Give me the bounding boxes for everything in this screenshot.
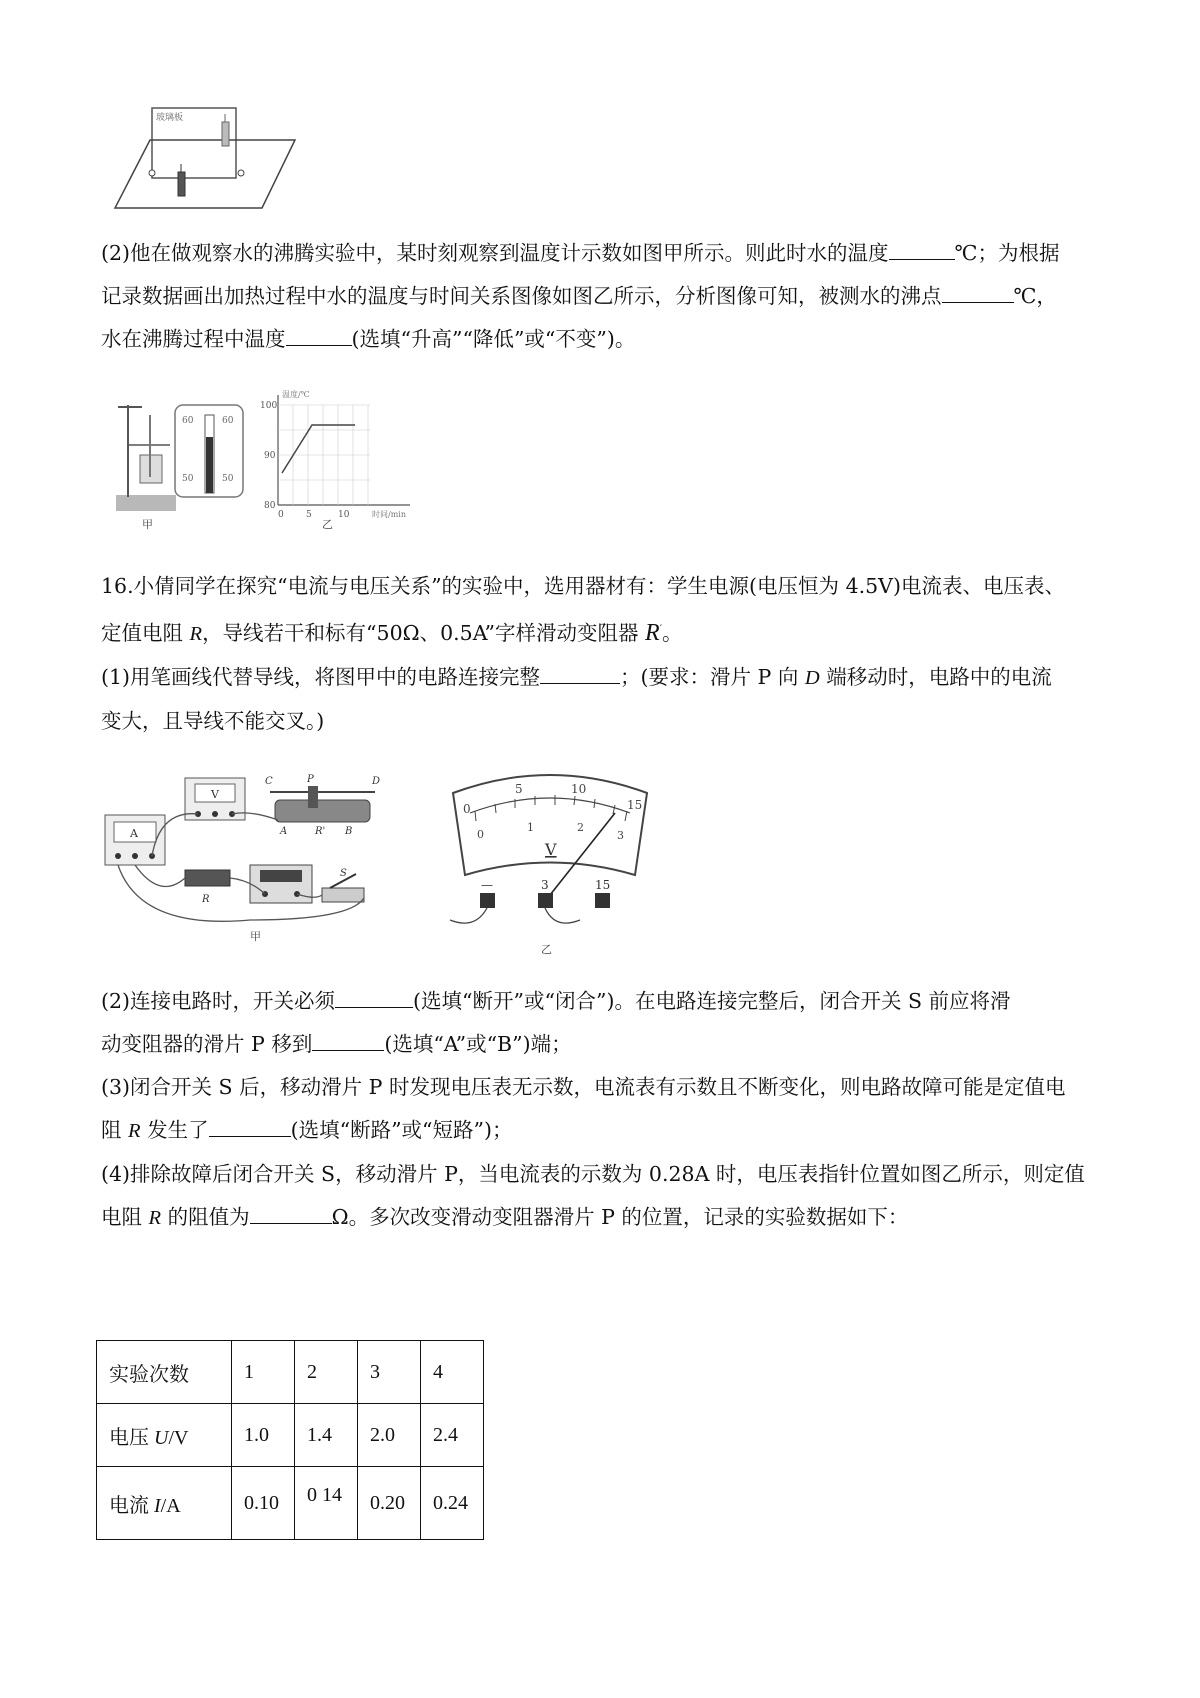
answer-blank-switch[interactable]: [335, 987, 413, 1008]
q16-stem: 16.小倩同学在探究“电流与电压关系”的实验中，选用器材有：学生电源(电压恒为 4.5V)电流表、电压表、 定值电阻 R，导线若干和标有“50Ω、0.5A”字样滑动变阻器 R′。 (1)用笔画线代替导线，将图甲中的电路连接完整 ；(要求：滑片 P 向 D 端移动时，电路中的电流 变大，且导线不能交叉。): [101, 574, 1065, 733]
svg-text:V: V: [545, 840, 557, 859]
table-row: [97, 1404, 484, 1467]
svg-text:50: 50: [222, 474, 234, 484]
svg-text:A: A: [130, 827, 138, 840]
svg-text:0: 0: [278, 510, 284, 520]
graph-ylabel: 温度/℃: [282, 390, 310, 399]
answer-blank-resistance[interactable]: [250, 1203, 332, 1224]
svg-text:S: S: [340, 868, 347, 879]
svg-text:P: P: [307, 774, 314, 785]
table-cell: 3: [358, 1341, 421, 1404]
svg-text:10: 10: [571, 782, 587, 796]
svg-text:2: 2: [577, 821, 584, 834]
voltmeter-dial-figure: [445, 765, 665, 960]
stand-apparatus: [116, 405, 176, 531]
svg-text:V: V: [211, 788, 219, 801]
answer-blank-temperature[interactable]: [889, 239, 955, 260]
label-jia: 甲: [142, 518, 153, 531]
fixed-resistor: [185, 870, 230, 905]
svg-text:80: 80: [264, 501, 276, 511]
table-cell: 0.10: [232, 1467, 295, 1540]
thermometer-zoom: [175, 405, 243, 497]
svg-text:5: 5: [515, 782, 523, 796]
label-yi-dial: 乙: [541, 943, 552, 956]
answer-blank-slider-end[interactable]: [312, 1030, 384, 1051]
power-supply: [250, 865, 312, 903]
answer-blank-temp-change[interactable]: [286, 325, 352, 346]
table-cell: 2.4: [421, 1404, 484, 1467]
svg-text:3: 3: [541, 878, 549, 892]
svg-text:60: 60: [222, 416, 234, 426]
svg-text:60: 60: [182, 416, 194, 426]
svg-text:90: 90: [264, 451, 276, 461]
svg-text:C: C: [265, 776, 273, 787]
data-table: [96, 1340, 484, 1540]
mercury-column: [206, 437, 213, 493]
graph-xlabel: 时间/min: [372, 510, 406, 519]
table-row: [97, 1341, 484, 1404]
dial-face: [453, 775, 647, 875]
table-cell: 1: [232, 1341, 295, 1404]
table-cell: 0.24: [421, 1467, 484, 1540]
svg-text:—: —: [481, 878, 493, 892]
candle-image: [222, 122, 229, 146]
table-header-cell: 电流 I/A: [97, 1467, 232, 1540]
q15-part2: (2)他在做观察水的沸腾实验中，某时刻观察到温度计示数如图甲所示。则此时水的温度 ℃；为根据 记录数据画出加热过程中水的温度与时间关系图像如图乙所示，分析图像可知，被测水的沸点 ℃， 水在沸腾过程中温度 (选填“升高”“降低”或“不变”)。: [101, 241, 1060, 351]
table-cell: 0.20: [358, 1467, 421, 1540]
candle: [178, 172, 185, 196]
label-jia-circuit: 甲: [250, 930, 261, 943]
svg-text:10: 10: [338, 510, 350, 520]
rheostat: [265, 774, 380, 837]
svg-text:50: 50: [182, 474, 194, 484]
svg-text:R: R: [202, 894, 210, 905]
svg-text:B: B: [345, 826, 353, 837]
svg-text:15: 15: [595, 878, 611, 892]
switch: [322, 868, 364, 902]
label-yi: 乙: [322, 518, 333, 531]
glass-plate-label: 玻璃板: [156, 113, 184, 123]
svg-text:0: 0: [477, 828, 484, 841]
svg-text:D: D: [372, 776, 381, 787]
temperature-graph: [260, 389, 410, 531]
table-header-cell: 实验次数: [97, 1341, 232, 1404]
svg-text:5: 5: [306, 510, 312, 520]
table-cell: 2: [295, 1341, 358, 1404]
svg-text:100: 100: [260, 401, 278, 411]
svg-text:A: A: [280, 826, 288, 837]
answer-blank-boiling-point[interactable]: [942, 282, 1014, 303]
svg-text:15: 15: [627, 798, 643, 812]
table-row: [97, 1467, 484, 1540]
q16-parts: (2)连接电路时，开关必须 (选填“断开”或“闭合”)。在电路连接完整后，闭合开关 S 前应将滑 动变阻器的滑片 P 移到 (选填“A”或“B”)端； (3)闭合开关 S 后，移动滑片 P 时发现电压表无示数，电流表有示数且不断变化，则电路故障可能是定值电 阻 R 发生了 (选填“断路”或“短路”)； (4)排除故障后闭合开关 S，移动滑片 P，当电流表的示数为 0.28A 时，电压表指针位置如图乙所示，则定值 电阻 R 的阻值为 Ω。多次改变滑动变阻器滑片 P 的位置，记录的实验数据如下：: [101, 989, 1085, 1229]
glass-plate-figure: [110, 100, 310, 240]
answer-blank-fault[interactable]: [209, 1116, 291, 1137]
svg-text:R': R': [315, 826, 326, 837]
table-cell: 0 14: [295, 1467, 358, 1540]
table-surface: [115, 140, 295, 208]
svg-text:1: 1: [527, 821, 534, 834]
table-cell: 1.4: [295, 1404, 358, 1467]
voltmeter-terminals: [450, 878, 610, 923]
table-cell: 1.0: [232, 1404, 295, 1467]
boiling-figure: [110, 385, 430, 535]
answer-blank-circuit[interactable]: [540, 663, 620, 684]
circuit-figure: [100, 770, 430, 945]
svg-text:3: 3: [617, 829, 624, 842]
table-cell: 4: [421, 1341, 484, 1404]
table-header-cell: 电压 U/V: [97, 1404, 232, 1467]
table-cell: 2.0: [358, 1404, 421, 1467]
svg-text:0: 0: [463, 802, 471, 816]
